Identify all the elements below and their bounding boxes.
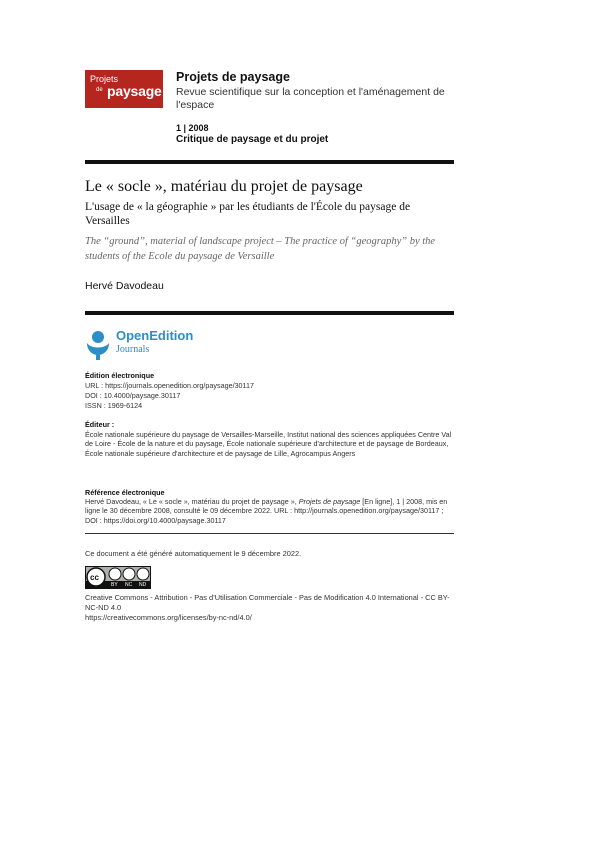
- issue-title: Critique de paysage et du projet: [176, 134, 329, 145]
- edition-doi[interactable]: DOI : 10.4000/paysage.30117: [85, 391, 181, 400]
- logo-line2: de: [96, 87, 103, 93]
- logo-line1: Projets: [90, 74, 119, 84]
- reference-divider: [85, 533, 454, 534]
- generated-date: Ce document a été généré automatiquement le 9 décembre 2022.: [85, 549, 302, 558]
- journal-title: Projets de paysage: [176, 70, 290, 84]
- logo-line3: paysage: [107, 83, 162, 99]
- editeur-heading: Éditeur :: [85, 420, 115, 429]
- openedition-name: OpenEdition: [116, 328, 194, 343]
- title-divider: [85, 311, 454, 315]
- openedition-flower-icon: [85, 329, 112, 361]
- openedition-sub: Journals: [116, 344, 150, 355]
- license-name: Creative Commons - Attribution - Pas d’Utilisation Commerciale - Pas de Modification 4.0 International - CC BY-NC-ND 4.0: [85, 593, 450, 612]
- article-title: Le « socle », matériau du projet de paysage: [85, 178, 363, 195]
- reference-text: [85, 497, 455, 525]
- journal-subtitle: Revue scientifique sur la conception et l'aménagement de l'espace: [176, 86, 445, 111]
- article-subtitle: L'usage de « la géographie » par les étudiants de l'École du paysage de Versailles: [85, 201, 411, 227]
- header-divider: [85, 160, 454, 164]
- license-text: [85, 593, 455, 623]
- nd-label: ND: [139, 582, 147, 588]
- edition-heading: Édition électronique: [85, 371, 155, 380]
- cc-license-badge[interactable]: [85, 566, 151, 589]
- edition-url[interactable]: URL : https://journals.openedition.org/paysage/30117: [85, 381, 255, 390]
- author-name: Hervé Davodeau: [85, 280, 164, 292]
- reference-text-before: Hervé Davodeau, « Le « socle », matériau du projet de paysage »,: [85, 497, 299, 506]
- nc-label: NC: [125, 582, 133, 588]
- license-url[interactable]: https://creativecommons.org/licenses/by-nc-nd/4.0/: [85, 613, 252, 622]
- editeur-text: École nationale supérieure du paysage de Versailles-Marseille, Institut national des sciences appliquées Centre Val de Loire - École de la nature et du paysage, École nationale supérieure d'architecture et de paysage de Bordeaux, École nationale supérieure d'architecture et de paysage de Lille, Agrocampus Angers: [85, 430, 452, 458]
- edition-issn: ISSN : 1969-6124: [85, 401, 143, 410]
- reference-heading: Référence électronique: [85, 488, 165, 497]
- reference-journal: Projets de paysage: [298, 497, 361, 506]
- issue-number: 1 | 2008: [176, 123, 209, 133]
- by-label: BY: [111, 582, 118, 588]
- reference-text-after: [En ligne], 1 | 2008, mis en ligne le 30 décembre 2008, consulté le 09 décembre 2022. URL : http://journals.openedition.org/paysage/30117 ; DOI : https://doi.org/10.4000/paysage.30117: [85, 497, 448, 525]
- cc-label: cc: [90, 573, 99, 582]
- journal-logo: [85, 70, 163, 108]
- article-translation: The “ground”, material of landscape project – The practice of “geography” by the students of the Ecole du paysage de Versaille: [85, 236, 436, 262]
